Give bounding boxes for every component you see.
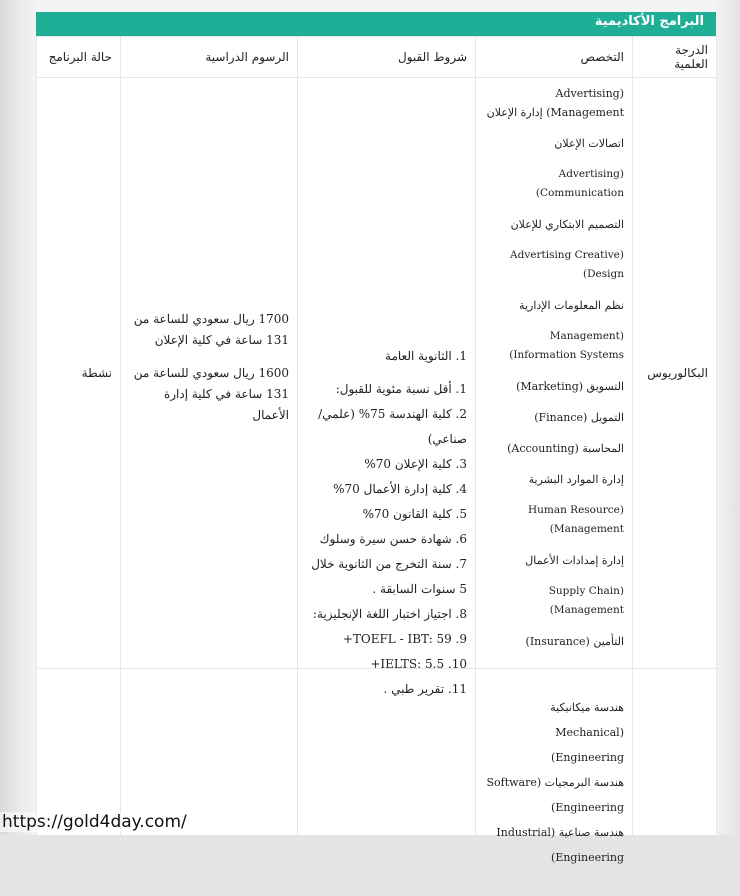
specialization-item: Engineering) <box>551 801 624 814</box>
specialization-item: (Advertising Creative Design) <box>510 248 624 280</box>
fees-cell <box>121 669 298 896</box>
admission-item: 2. كلية الهندسة 75% (علمي/صناعي) <box>318 407 467 446</box>
degree-cell: البكالوريوس <box>633 78 717 669</box>
admission-item: 8. اجتياز اختبار اللغة الإنجليزية: <box>312 607 467 621</box>
specialization-item: Engineering) <box>551 851 624 864</box>
specialization-item: (Advertising Management) إدارة الإعلان <box>486 86 624 119</box>
specialization-item: إدارة الموارد البشرية <box>528 472 624 486</box>
specialization-item: (Management Information Systems) <box>509 329 624 361</box>
degree-cell <box>633 669 717 896</box>
admission-item: 7. سنة التخرج من الثانوية خلال 5 سنوات السابقة . <box>311 557 467 596</box>
page-background-right <box>716 0 740 835</box>
admission-item: 4. كلية إدارة الأعمال 70% <box>333 482 467 496</box>
specialization-item: التمويل (Finance) <box>534 410 624 424</box>
column-header-fees: الرسوم الدراسية <box>121 37 298 78</box>
admission-cell <box>298 78 476 696</box>
column-header-specialization: التخصص <box>476 37 633 78</box>
specialization-item: إدارة إمدادات الأعمال <box>525 553 624 567</box>
column-header-status: حالة البرنامج <box>37 37 121 78</box>
fees-item: 1700 ريال سعودي للساعة من 131 ساعة في كلية الإعلان <box>133 311 289 347</box>
specialization-item: اتصالات الإعلان <box>554 136 624 150</box>
specialization-item: هندسة ميكانيكية <box>550 701 624 714</box>
programs-table <box>36 36 717 896</box>
admission-list <box>306 344 467 702</box>
watermark-url: https://gold4day.com/ <box>2 812 187 832</box>
column-header-admission: شروط القبول <box>298 37 476 78</box>
programs-title: البرامج الأكاديمية <box>594 14 704 29</box>
specialization-item: هندسة البرمجيات (Software <box>486 776 624 789</box>
column-header-degree: الدرجة العلمية <box>633 37 717 78</box>
fees-item: 1600 ريال سعودي للساعة من 131 ساعة في كلية إدارة الأعمال <box>133 365 289 422</box>
admission-item: 6. شهادة حسن سيرة وسلوك <box>319 532 467 546</box>
admission-cell <box>298 669 476 896</box>
admission-item: 11. تقرير طبي . <box>383 682 467 696</box>
admission-item: 3. كلية الإعلان 70% <box>364 457 467 471</box>
specialization-item: نظم المعلومات الإدارية <box>519 298 624 312</box>
table-row-engineering <box>37 669 717 896</box>
specialization-item: المحاسبة (Accounting) <box>507 441 624 455</box>
specialization-item: (Supply Chain Management) <box>548 584 624 616</box>
specialization-item: التصميم الابتكاري للإعلان <box>510 217 624 231</box>
page-top-area <box>36 0 716 12</box>
specialization-item: (Human Resource Management) <box>527 503 624 535</box>
admission-item: 9. TOEFL - IBT: 59+ <box>342 632 467 646</box>
page-background-left <box>0 0 36 835</box>
admission-item: 5. كلية القانون 70% <box>362 507 467 521</box>
programs-table-container <box>36 36 716 864</box>
fees-cell <box>121 78 298 669</box>
specialization-item: (Mechanical Engineering) <box>551 726 624 764</box>
programs-header-bar <box>36 12 716 36</box>
admission-item: 1. الثانوية العامة <box>385 349 467 363</box>
table-row-bachelor <box>37 78 717 669</box>
specialization-item: (Advertising Communication) <box>535 167 624 199</box>
specialization-cell <box>476 669 633 896</box>
specialization-cell <box>476 78 633 669</box>
status-cell <box>37 669 121 896</box>
admission-item: 10. IELTS: 5.5+ <box>370 657 467 671</box>
specialization-item: هندسة صناعية (Industrial <box>496 826 624 839</box>
admission-item: 1. أقل نسبة مئوية للقبول: <box>335 382 467 396</box>
specialization-item: التأمين (Insurance) <box>525 634 624 648</box>
specialization-item: التسويق (Marketing) <box>516 379 624 393</box>
status-cell: نشطة <box>37 78 121 669</box>
table-header-row <box>37 37 717 78</box>
